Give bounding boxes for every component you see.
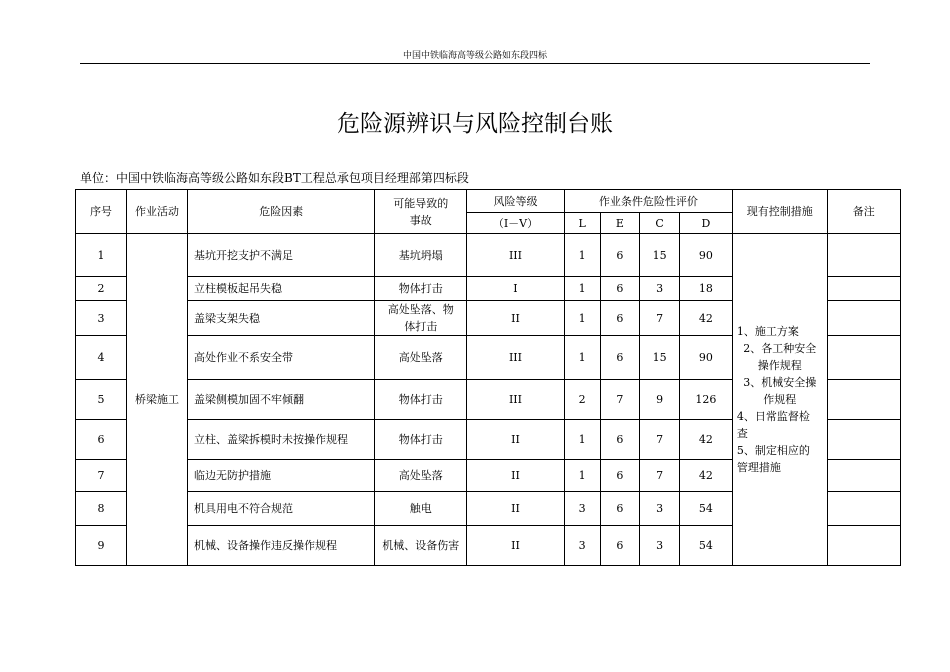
cell-L: 3 — [564, 526, 600, 566]
cell-E: 6 — [600, 492, 640, 526]
cell-D: 42 — [679, 460, 732, 492]
cell-E: 6 — [600, 301, 640, 336]
cell-level: II — [467, 301, 565, 336]
cell-level: II — [467, 526, 565, 566]
cell-remarks — [827, 277, 900, 301]
unit-line: 单位：中国中铁临海高等级公路如东段BT工程总承包项目经理部第四标段 — [80, 171, 469, 185]
cell-hazard: 立柱、盖梁拆模时未按操作规程 — [188, 420, 375, 460]
cell-hazard: 高处作业不系安全带 — [188, 336, 375, 380]
cell-no: 3 — [76, 301, 127, 336]
cell-E: 6 — [600, 336, 640, 380]
cell-D: 54 — [679, 526, 732, 566]
cell-accident: 高处坠落 — [375, 460, 467, 492]
header-remarks: 备注 — [827, 190, 900, 234]
header-no: 序号 — [76, 190, 127, 234]
cell-L: 1 — [564, 336, 600, 380]
cell-accident: 高处坠落 — [375, 336, 467, 380]
cell-no: 5 — [76, 380, 127, 420]
cell-hazard: 机械、设备操作违反操作规程 — [188, 526, 375, 566]
cell-no: 7 — [76, 460, 127, 492]
cell-accident: 机械、设备伤害 — [375, 526, 467, 566]
cell-level: II — [467, 492, 565, 526]
cell-E: 6 — [600, 277, 640, 301]
cell-C: 9 — [640, 380, 680, 420]
measure-line: 1、施工方案 — [736, 325, 799, 338]
measure-line: 2、各工种安全 — [743, 342, 817, 355]
cell-remarks — [827, 492, 900, 526]
measure-line: 作规程 — [763, 393, 797, 406]
cell-remarks — [827, 420, 900, 460]
header-activity: 作业活动 — [126, 190, 187, 234]
cell-E: 6 — [600, 526, 640, 566]
cell-C: 3 — [640, 526, 680, 566]
cell-C: 7 — [640, 420, 680, 460]
cell-remarks — [827, 526, 900, 566]
cell-D: 54 — [679, 492, 732, 526]
risk-register-table — [75, 189, 901, 566]
cell-L: 1 — [564, 234, 600, 277]
document-title: 危险源辨识与风险控制台账 — [337, 111, 613, 137]
header-D: D — [679, 213, 732, 234]
cell-level: III — [467, 380, 565, 420]
cell-accident: 基坑坍塌 — [375, 234, 467, 277]
cell-E: 6 — [600, 234, 640, 277]
cell-no: 2 — [76, 277, 127, 301]
header-level: 风险等级 — [467, 190, 565, 213]
measure-line: 管理措施 — [736, 461, 781, 474]
cell-no: 6 — [76, 420, 127, 460]
cell-level: II — [467, 420, 565, 460]
cell-no: 4 — [76, 336, 127, 380]
cell-D: 42 — [679, 301, 732, 336]
cell-L: 1 — [564, 301, 600, 336]
cell-C: 15 — [640, 336, 680, 380]
cell-accident: 物体打击 — [375, 420, 467, 460]
header-E: E — [600, 213, 640, 234]
cell-accident: 高处坠落、物体打击 — [375, 301, 467, 336]
cell-C: 7 — [640, 301, 680, 336]
cell-C: 15 — [640, 234, 680, 277]
cell-hazard: 临边无防护措施 — [188, 460, 375, 492]
cell-E: 6 — [600, 460, 640, 492]
cell-remarks — [827, 380, 900, 420]
cell-D: 90 — [679, 336, 732, 380]
header-level-range: （I－V） — [467, 213, 565, 234]
header-accident: 可能导致的事故 — [375, 190, 467, 234]
cell-remarks — [827, 460, 900, 492]
cell-L: 1 — [564, 460, 600, 492]
header-measures: 现有控制措施 — [732, 190, 827, 234]
cell-hazard: 盖梁支架失稳 — [188, 301, 375, 336]
cell-accident: 触电 — [375, 492, 467, 526]
cell-C: 3 — [640, 492, 680, 526]
cell-D: 42 — [679, 420, 732, 460]
cell-remarks — [827, 234, 900, 277]
cell-D: 126 — [679, 380, 732, 420]
cell-D: 18 — [679, 277, 732, 301]
page-header-text: 中国中铁临海高等级公路如东段四标 — [402, 51, 547, 61]
measure-line: 4、日常监督检 — [736, 410, 810, 423]
cell-hazard: 立柱模板起吊失稳 — [188, 277, 375, 301]
cell-no: 1 — [76, 234, 127, 277]
header-C: C — [640, 213, 680, 234]
cell-no: 8 — [76, 492, 127, 526]
cell-level: III — [467, 336, 565, 380]
cell-hazard: 基坑开挖支护不满足 — [188, 234, 375, 277]
cell-no: 9 — [76, 526, 127, 566]
measure-line: 5、制定相应的 — [736, 444, 810, 457]
cell-accident: 物体打击 — [375, 277, 467, 301]
cell-hazard: 盖梁侧模加固不牢倾翻 — [188, 380, 375, 420]
header-divider — [80, 63, 870, 64]
cell-remarks — [827, 301, 900, 336]
header-L: L — [564, 213, 600, 234]
cell-accident: 物体打击 — [375, 380, 467, 420]
measure-line: 操作规程 — [757, 359, 802, 372]
cell-E: 6 — [600, 420, 640, 460]
cell-remarks — [827, 336, 900, 380]
cell-E: 7 — [600, 380, 640, 420]
cell-C: 3 — [640, 277, 680, 301]
cell-C: 7 — [640, 460, 680, 492]
cell-level: I — [467, 277, 565, 301]
cell-level: II — [467, 460, 565, 492]
cell-D: 90 — [679, 234, 732, 277]
cell-activity: 桥梁施工 — [126, 234, 187, 566]
measure-line: 3、机械安全操 — [743, 376, 817, 389]
cell-hazard: 机具用电不符合规范 — [188, 492, 375, 526]
measure-line: 查 — [736, 427, 748, 440]
header-eval: 作业条件危险性评价 — [564, 190, 732, 213]
header-hazard: 危险因素 — [188, 190, 375, 234]
cell-L: 1 — [564, 420, 600, 460]
cell-L: 2 — [564, 380, 600, 420]
table-row — [76, 234, 901, 277]
cell-L: 1 — [564, 277, 600, 301]
cell-level: III — [467, 234, 565, 277]
cell-L: 3 — [564, 492, 600, 526]
control-measures — [732, 234, 827, 566]
